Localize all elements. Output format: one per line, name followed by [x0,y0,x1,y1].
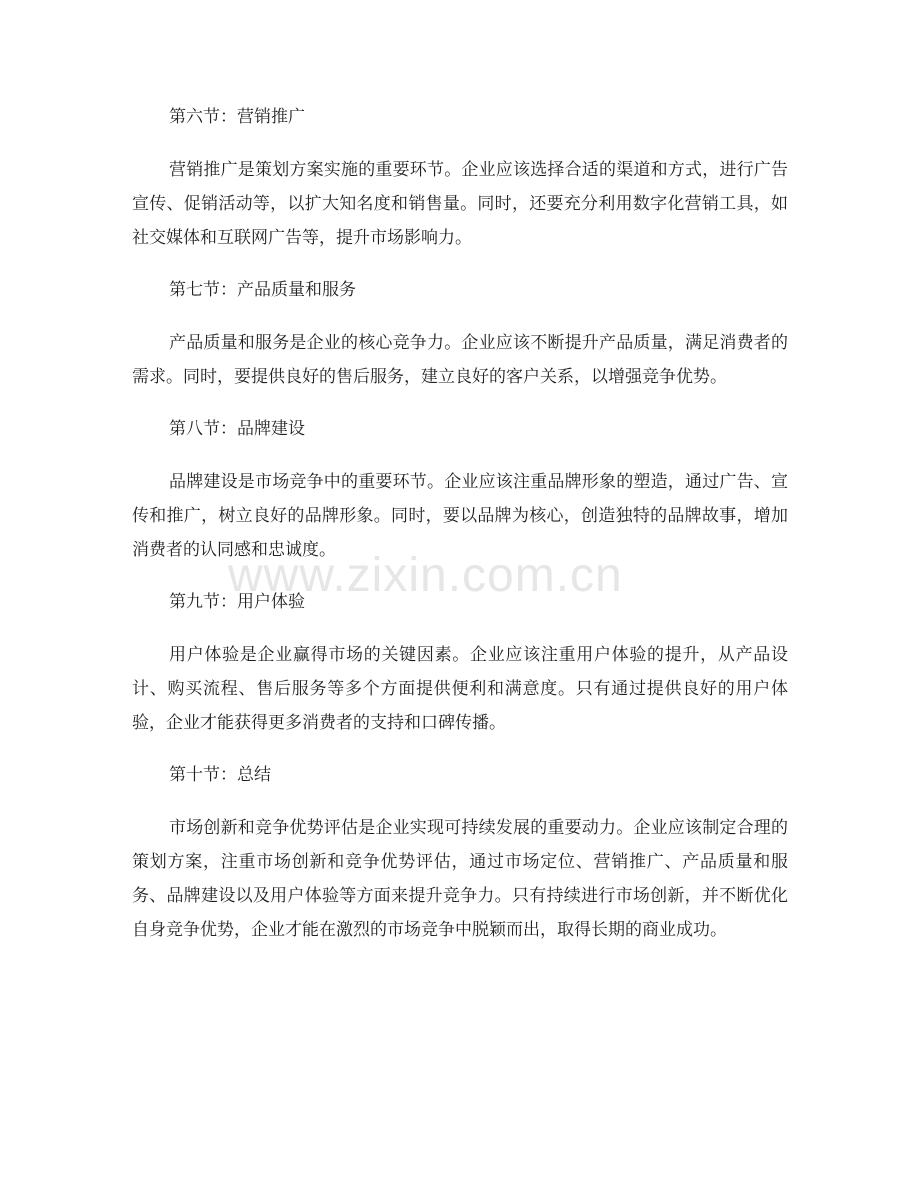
section-heading-10: 第十节：总结 [169,765,271,785]
section-paragraph-10: 市场创新和竞争优势评估是企业实现可持续发展的重要动力。企业应该制定合理的策划方案，注重市场创新和竞争优势评估，通过市场定位、营销推广、产品质量和服务、品牌建设以及用户体验等方面来提升竞争力。只有持续进行市场创新，并不断优化自身竞争优势，企业才能在激烈的市场竞争中脱颖而出，取得长期的商业成功。 [132,818,788,940]
section-heading-6: 第六节：营销推广 [169,107,305,127]
section-paragraph-9: 用户体验是企业赢得市场的关键因素。企业应该注重用户体验的提升，从产品设计、购买流程、售后服务等多个方面提供便利和满意度。只有通过提供良好的用户体验，企业才能获得更多消费者的支持和口碑传播。 [132,645,788,733]
section-heading-8: 第八节：品牌建设 [169,419,305,439]
section-paragraph-7: 产品质量和服务是企业的核心竞争力。企业应该不断提升产品质量，满足消费者的需求。同时，要提供良好的售后服务，建立良好的客户关系，以增强竞争优势。 [132,333,788,387]
document-body [132,101,788,947]
section-heading-7: 第七节：产品质量和服务 [169,280,356,300]
section-paragraph-6: 营销推广是策划方案实施的重要环节。企业应该选择合适的渠道和方式，进行广告宣传、促销活动等，以扩大知名度和销售量。同时，还要充分利用数字化营销工具，如社交媒体和互联网广告等，提升市场影响力。 [132,160,788,248]
section-heading-9: 第九节：用户体验 [169,592,305,612]
watermark: www.zixin.com.cn [228,549,623,602]
section-paragraph-8: 品牌建设是市场竞争中的重要环节。企业应该注重品牌形象的塑造，通过广告、宣传和推广，树立良好的品牌形象。同时，要以品牌为核心，创造独特的品牌故事，增加消费者的认同感和忠诚度。 [132,472,788,560]
